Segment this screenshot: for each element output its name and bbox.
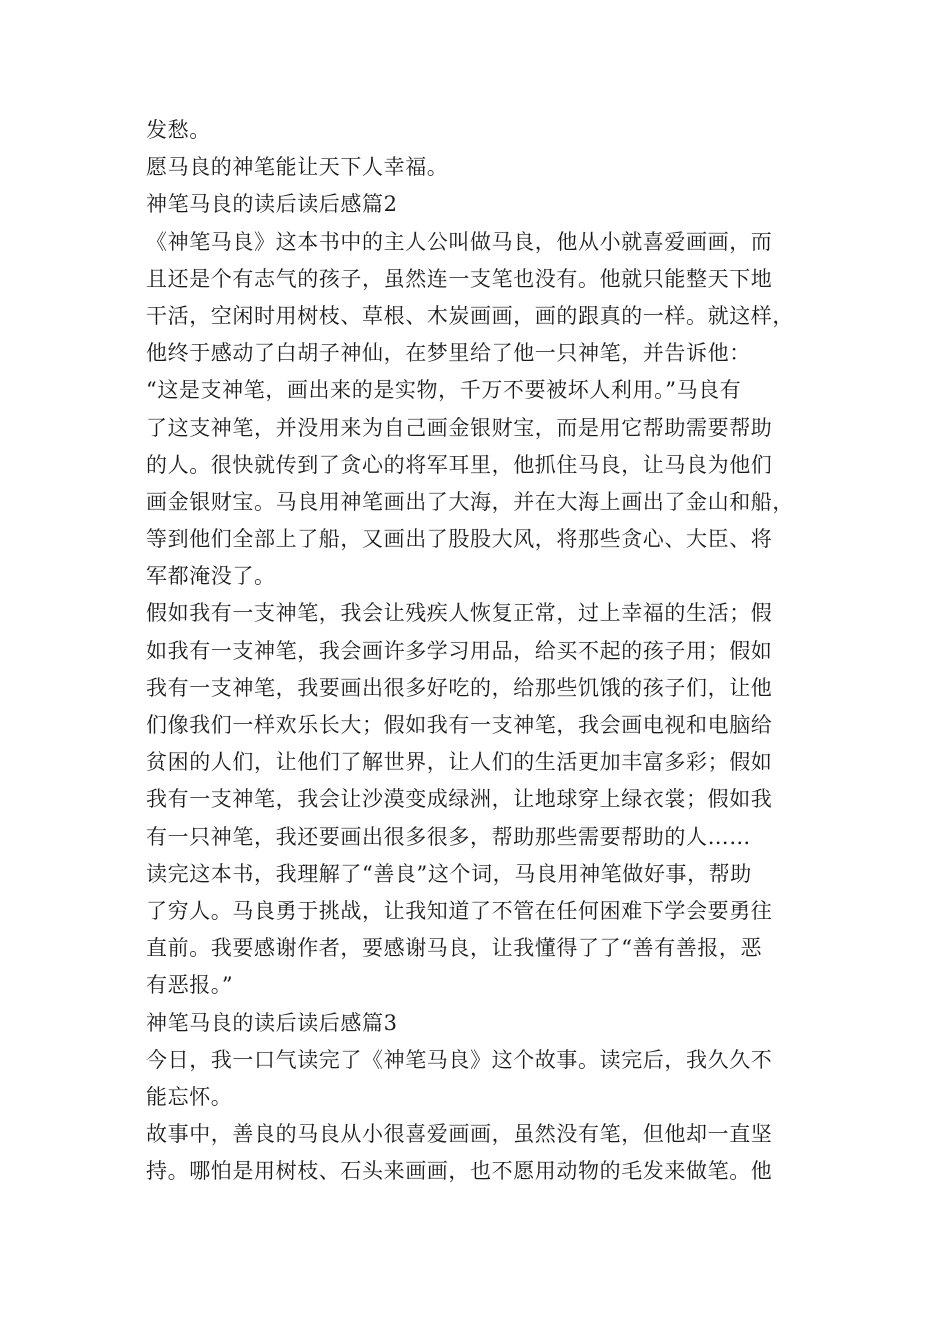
section-heading: 神笔马良的读后读后感篇3 <box>146 1010 398 1035</box>
text-line: 今日，我一口气读完了《神笔马良》这个故事。读完后，我久久不 <box>146 1047 773 1072</box>
text-line: 有恶报。” <box>146 973 234 998</box>
text-line: 且还是个有志气的孩子，虽然连一支笔也没有。他就只能整天下地 <box>146 266 773 291</box>
document-body <box>146 112 826 1190</box>
text-line: 《神笔马良》这本书中的主人公叫做马良，他从小就喜爱画画，而 <box>146 229 773 254</box>
text-line: 直前。我要感谢作者，要感谢马良，让我懂得了了“善有善报，恶 <box>146 936 763 961</box>
text-line: 我有一支神笔，我会让沙漠变成绿洲，让地球穿上绿衣裳；假如我 <box>146 787 773 812</box>
text-line: 能忘怀。 <box>146 1084 233 1109</box>
text-line: 他终于感动了白胡子神仙，在梦里给了他一只神笔，并告诉他： <box>146 341 751 366</box>
text-line: 了这支神笔，并没用来为自己画金银财宝，而是用它帮助需要帮助 <box>146 415 773 440</box>
text-line: 的人。很快就传到了贪心的将军耳里，他抓住马良，让马良为他们 <box>146 452 773 477</box>
text-line: 故事中，善良的马良从小很喜爱画画，虽然没有笔，但他却一直坚 <box>146 1122 773 1147</box>
text-line: 了穷人。马良勇于挑战，让我知道了不管在任何困难下学会要勇往 <box>146 898 773 923</box>
section-heading: 神笔马良的读后读后感篇2 <box>146 192 398 217</box>
text-line: 持。哪怕是用树枝、石头来画画，也不愿用动物的毛发来做笔。他 <box>146 1159 773 1184</box>
text-line: 贫困的人们，让他们了解世界，让人们的生活更加丰富多彩；假如 <box>146 750 773 775</box>
text-line: 们像我们一样欢乐长大；假如我有一支神笔，我会画电视和电脑给 <box>146 713 773 737</box>
text-line: 军都淹没了。 <box>146 564 276 589</box>
text-line: 愿马良的神笔能让天下人幸福。 <box>146 155 449 180</box>
text-line: 干活，空闲时用树枝、草根、木炭画画，画的跟真的一样。就这样， <box>146 303 794 328</box>
text-line: 发愁。 <box>146 118 211 142</box>
text-line: 读完这本书，我理解了“善良”这个词，马良用神笔做好事，帮助 <box>146 861 752 886</box>
text-line: 画金银财宝。马良用神笔画出了大海，并在大海上画出了金山和船， <box>146 489 794 514</box>
text-line: 假如我有一支神笔，我会让残疾人恢复正常，过上幸福的生活；假 <box>146 601 773 626</box>
text-line: 等到他们全部上了船，又画出了股股大风，将那些贪心、大臣、将 <box>146 527 773 552</box>
text-line: 有一只神笔，我还要画出很多很多，帮助那些需要帮助的人…… <box>146 824 751 849</box>
text-line: 如我有一支神笔，我会画许多学习用品，给买不起的孩子用；假如 <box>146 638 773 663</box>
text-line: 我有一支神笔，我要画出很多好吃的，给那些饥饿的孩子们，让他 <box>146 675 773 700</box>
text-line: “这是支神笔，画出来的是实物，千万不要被坏人利用。”马良有 <box>146 378 742 403</box>
